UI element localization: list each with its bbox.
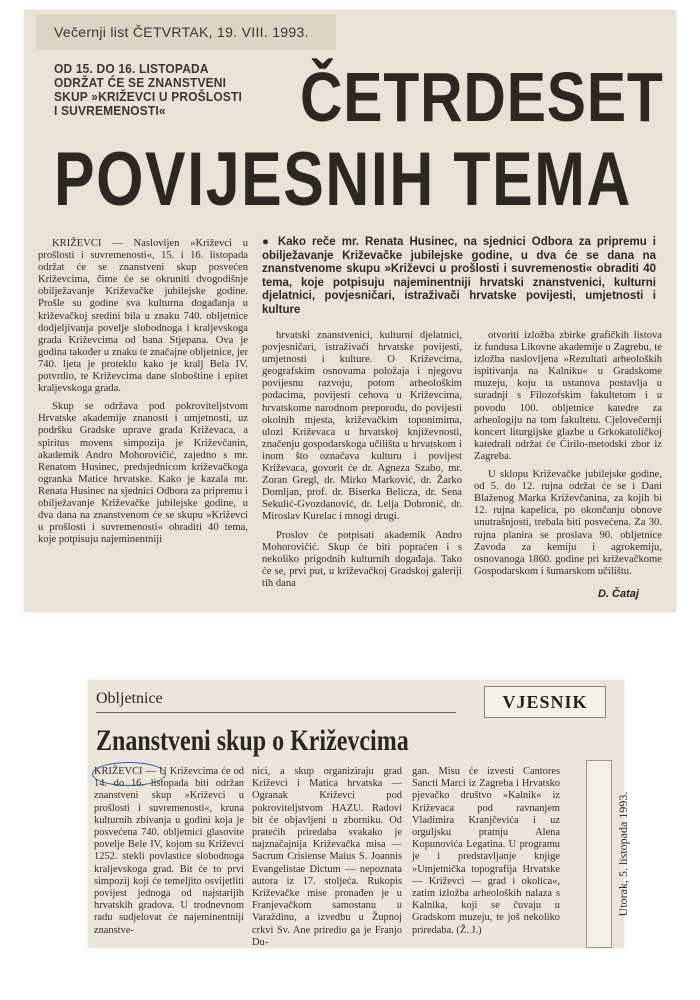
rubric-divider [96, 712, 456, 713]
author-byline: D. Čataj [598, 588, 639, 600]
article-paragraph: hrvatski znanstvenici, kulturni djelatnici, povjesničari, istraživači hrvatske povijesti, umjetnosti i kulture. O Križevcima, geografskim osnovama položaja i njegovu povijesnu razvoju, potom arheološkim podacima, povijesti cehova u Križevcima, hrvatskome narodnom preporodu, do povijesti okolnih mjesta, križevačkim toponimima, ulozi Križevaca u hrvatskoj književnosti, značenju gospodarskoga učilišta u hrvatskom i inom što označava kulturu i povijest Križevaca, govorit će dr. Agneza Szabo, mr. Zoran Gregl, dr. Mirko Marković, dr. Žarko Domljan, prof. dr. Biserka Belicza, dr. Sena Sekulić-Gvozdanović, dr. Lelja Dobronić, dr. Miroslav Kurelac i mnogi drugi. [262, 330, 462, 523]
article-column-3 [474, 330, 662, 584]
article-headline: Znanstveni skup o Križevcima [96, 724, 409, 757]
article-column-1: KRIŽEVCI — U Križevcima će od 14. do 16. listopada biti održan znanstveni skup »Križevci u prošlosti i suvremenosti«, kruna kulturnih zbivanja u godini koja je posvećena 740. obljetnici glasovite povelje Bele IV, kojom su Križevci 1252. stekli povlastice slobodnoga kraljevskoga grad. Bit će to prvi simpozij koji će temeljito osvijetliti povijest jednoga od najstarijih hrvatskih gradova. U trodnevnom radu sudjelovat će najeminentniji znanstve- [94, 766, 244, 936]
article-paragraph: U sklopu Križevačke jubilejske godine, od 5. do 12. rujna održat će se i Dani Blaženog Marka Križevčanina, za kojih bi 12. rujna kapelica, po okončanju obnove unutrašnjosti, trebala biti posvećena. Za 30. rujna planira se proslava 90. obljetnice Zavoda za kemiju i agrokemiju, osnovanoga 1860. godine pri križevačkome Gospodarskom i šumarskom učilištu. [474, 469, 662, 577]
article-paragraph: KRIŽEVCI — Naslovljen »Križevci u prošlosti i suvremenosti«, 15. i 16. listopada održat će se znanstveni skup posvećen Križevcima, čime će se okruniti dvogodišnje obilježavanje Križevačke jubilejske godine. Prošle su godine sva kulturna događanja u križevačkoj sredini bila u znaku 740. obljetnice dodjeljivanja povelje slobodnoga i kraljevskoga grada Križevcima od bana Stjepana. Ova je godina također u znaku te značajne obljetnice, jer 740. ljeta je proteklo kako je kralj Bela IV. potvrdio, te Križevcima dane sloboštine i epitet kraljevskoga grada. [38, 238, 249, 395]
kicker-text: OD 15. DO 16. LISTOPADA ODRŽAT ĆE SE ZNANSTVENI SKUP »KRIŽEVCI U PROŠLOSTI I SUVREMENOSTI« [54, 61, 242, 118]
article-column-2: nici, a skup organiziraju grad Križevci i Matica hrvatska — Ogranak Križevci pod pokroviteljstvom HAZU. Radovi bit će objavljeni u zborniku. Od pratećih priredaba svakako je najznačajnija Križevačka misa — Sacrum Crisiense Maius S. Joannis Evangelistae Dictum — nepoznata autora iz 17. stoljeća. Rukopis Križevačke mise pronađen je u Franjevačkom samostanu u Varaždinu, a izvedbu u Župnoj crkvi Sv. Ane priredio ga je Franjo Du- [252, 766, 402, 948]
date-label: Utorak, 5. listopada 1993. [616, 791, 630, 917]
headline-line-2: POVIJESNIH TEMA [54, 137, 633, 222]
article-column-2 [262, 330, 462, 596]
rubric-label: Obljetnice [96, 690, 163, 707]
article-paragraph: Proslov će potpisati akademik Andro Mohorovičić. Skup će biti popraćen i s nekoliko prigodnih kulturnih događaja. Tako će se, prvi put, u križevačkoj Gradskoj galeriji tih dana [262, 529, 462, 589]
article-paragraph: otvoriti izložba zbirke grafičkih listova iz fundusa Likovne akademije u Zagrebu, te izložba naslovljena »Rezultati arheoloških ispitivanja na Kalniku« u Gradskome muzeju, koju ta ustanova postavlja u suradnji s Filozofskim fakultetom i u povodu 100. obljetnice katedre za arheologiju na tom fakultetu. Cjelovečernji koncert liturgijske glazbe u Grkokatoličkoj katedrali održat će Ćirilo-metodski zbor iz Zagreba. [474, 330, 662, 462]
article-column-3: gan. Misu će izvesti Cantores Sancti Marci iz Zagreba i Hrvatsko pjevačko društvo »Kalnik« iz Križevaca pod ravnanjem Vladimira Kranjčevića i uz orguljsku pratnju Alena Kopunovića Legatina. U programu je i predstavljanje knjige »Umjetnička topografija Hrvatske — Križevci — grad i okolica«, zatim izložba arheoloških nalaza s Kalnika, koji se čuvaju u Gradskom muzeju, te još nekoliko priredaba. (Ž. J.) [412, 766, 560, 936]
article-paragraph: Skup se održava pod pokroviteljstvom Hrvatske akademije znanosti i umjetnosti, uz podršku Gradske uprave grada Križevaca, a spiritus movens simpozija je Križevčanin, akademik Andro Mohorovičić, zajedno s mr. Renatom Husinec, predsjednicom križevačkoga ogranka Matice hrvatske. Kako je kazala mr. Renata Husinec na sjednici Odbora za pripremu i obilježavanje Križevačke jubilejske godine, u dva dana na znanstvenom će se skupu »Križevci u prošlosti i suvremenosti« obraditi 40 tema, koje potpisuju najeminentniji [38, 401, 248, 546]
date-strip [586, 760, 630, 948]
newspaper-logo: VJESNIK [484, 686, 606, 718]
article-column-1 [38, 238, 249, 546]
masthead-vecernji-list: Večernji list ČETVRTAK, 19. VIII. 1993. [36, 14, 336, 50]
headline-line-1: ČETRDESET [300, 58, 664, 136]
lead-paragraph: ● Kako reče mr. Renata Husinec, na sjednici Odbora za pripremu i obilježavanje Križevačke jubilejske godine, u dva će se dana na znanstvenome skupu »Križevci u prošlosti i suvremenosti« obraditi 40 tema, koje potpisuju najeminentniji hrvatski znanstvenici, kulturni djelatnici, povjesničari, istraživači hrvatske povijesti, umjetnosti i kulture [262, 236, 656, 316]
